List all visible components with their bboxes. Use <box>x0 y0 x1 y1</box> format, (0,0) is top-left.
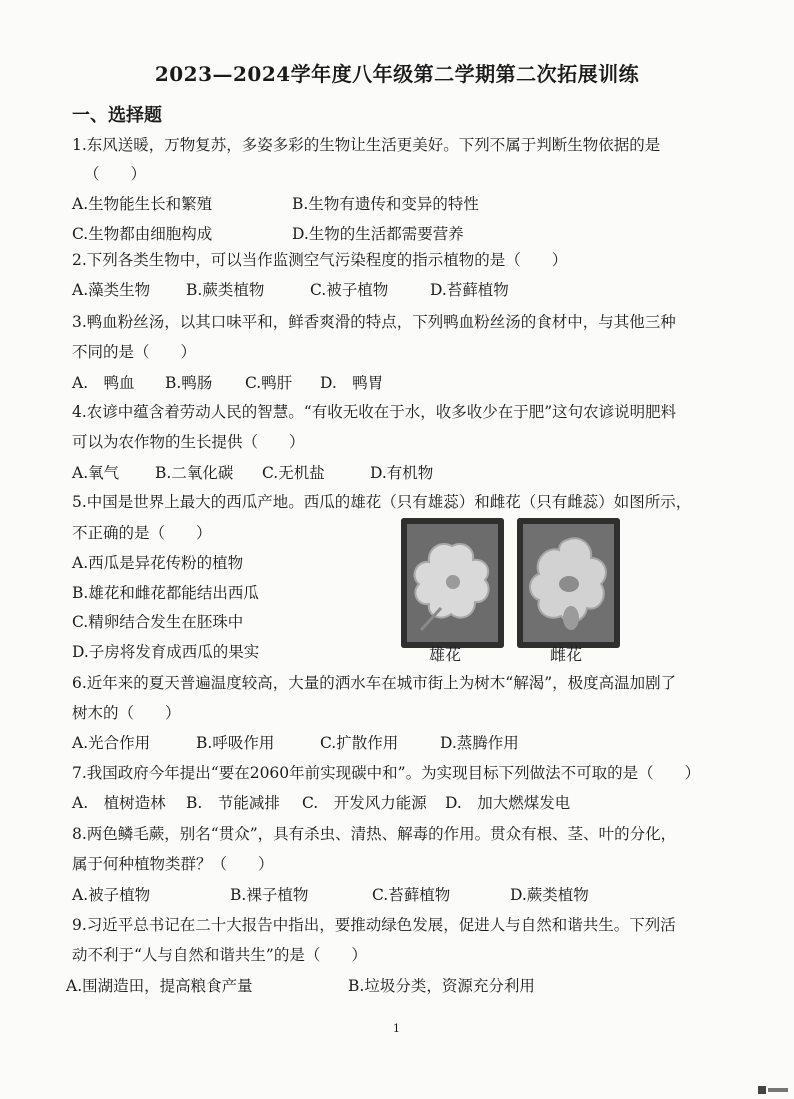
female-flower-image <box>517 518 620 648</box>
section-heading: 一、选择题 <box>72 105 162 126</box>
question-9-option-a: A.围湖造田，提高粮食产量 <box>66 977 253 995</box>
question-7-option-d: D. 加大燃煤发电 <box>445 794 571 812</box>
question-4-option-d: D.有机物 <box>370 464 434 482</box>
page-title: 2023—2024学年度八年级第二学期第二次拓展训练 <box>154 62 640 86</box>
question-2-option-b: B.蕨类植物 <box>186 281 265 299</box>
question-8-stem: 8.两色鳞毛蕨，别名“贯众”，具有杀虫、清热、解毒的作用。贯众有根、茎、叶的分化， <box>72 825 677 843</box>
question-7-option-c: C. 开发风力能源 <box>302 794 427 812</box>
question-3-stem-continued: 不同的是（ ） <box>72 343 197 361</box>
male-flower-photo <box>401 518 504 648</box>
question-1-option-b: B.生物有遗传和变异的特性 <box>292 195 479 213</box>
question-1-option-c: C.生物都由细胞构成 <box>72 225 213 243</box>
question-7-option-b: B. 节能减排 <box>186 794 280 812</box>
question-6-stem-continued: 树木的（ ） <box>72 704 181 722</box>
question-6-option-d: D.蒸腾作用 <box>440 734 519 752</box>
question-7-option-a: A. 植树造林 <box>72 794 166 812</box>
question-6-option-b: B.呼吸作用 <box>196 734 275 752</box>
question-2-option-a: A.藻类生物 <box>72 281 151 299</box>
question-4-stem: 4.农谚中蕴含着劳动人民的智慧。“有收无收在于水，收多收少在于肥”这句农谚说明肥料 <box>72 403 677 421</box>
question-2-option-c: C.被子植物 <box>310 281 389 299</box>
question-8-option-c: C.苔藓植物 <box>372 886 451 904</box>
question-8-option-d: D.蕨类植物 <box>510 886 589 904</box>
question-3-stem: 3.鸭血粉丝汤，以其口味平和，鲜香爽滑的特点，下列鸭血粉丝汤的食材中，与其他三种 <box>72 313 676 331</box>
question-6-option-c: C.扩散作用 <box>320 734 399 752</box>
question-5-option-a: A.西瓜是异花传粉的植物 <box>72 554 244 572</box>
question-3-option-d: D. 鸭胃 <box>320 374 384 392</box>
question-4-option-a: A.氧气 <box>72 464 120 482</box>
question-5-option-c: C.精卵结合发生在胚珠中 <box>72 613 244 631</box>
question-2-option-d: D.苔藓植物 <box>430 281 509 299</box>
question-8-stem-continued: 属于何种植物类群？（ ） <box>72 855 274 873</box>
female-flower-photo <box>517 518 620 648</box>
question-3-option-b: B.鸭肠 <box>165 374 213 392</box>
question-1-option-a: A.生物能生长和繁殖 <box>72 195 213 213</box>
question-9-option-b: B.垃圾分类，资源充分利用 <box>348 977 535 995</box>
question-6-stem: 6.近年来的夏天普遍温度较高，大量的洒水车在城市街上为树木“解渴”，极度高温加剧了 <box>72 674 677 692</box>
question-6-option-a: A.光合作用 <box>72 734 151 752</box>
question-1-bracket: （ ） <box>84 165 147 183</box>
page-number: 1 <box>393 1022 400 1035</box>
question-3-option-c: C.鸭肝 <box>245 374 293 392</box>
question-2-stem: 2.下列各类生物中，可以当作监测空气污染程度的指示植物的是（ ） <box>72 251 568 269</box>
male-flower-image <box>401 518 504 648</box>
question-8-option-b: B.裸子植物 <box>230 886 309 904</box>
question-5-option-b: B.雄花和雌花都能结出西瓜 <box>72 584 259 602</box>
question-5-stem-continued: 不正确的是（ ） <box>72 524 212 542</box>
female-flower-caption: 雌花 <box>550 645 583 664</box>
question-5-stem: 5.中国是世界上最大的西瓜产地。西瓜的雄花（只有雄蕊）和雌花（只有雌蕊）如图所示， <box>72 493 692 511</box>
question-3-option-a: A. 鸭血 <box>72 374 135 392</box>
male-flower-caption: 雄花 <box>429 645 462 664</box>
question-4-option-c: C.无机盐 <box>262 464 325 482</box>
question-5-option-d: D.子房将发育成西瓜的果实 <box>72 643 260 661</box>
question-9-stem: 9.习近平总书记在二十大报告中指出，要推动绿色发展，促进人与自然和谐共生。下列活 <box>72 916 676 934</box>
question-1-option-d: D.生物的生活都需要营养 <box>292 225 464 243</box>
question-4-option-b: B.二氧化碳 <box>155 464 234 482</box>
question-8-option-a: A.被子植物 <box>72 886 151 904</box>
question-9-stem-continued: 动不利于“人与自然和谐共生”的是（ ） <box>72 946 367 964</box>
question-4-stem-continued: 可以为农作物的生长提供（ ） <box>72 433 305 451</box>
question-7-stem: 7.我国政府今年提出“要在2060年前实现碳中和”。为实现目标下列做法不可取的是（ ） <box>72 764 701 782</box>
scanner-stamp-icon <box>758 1085 788 1095</box>
question-1-stem: 1.东风送暖，万物复苏，多姿多彩的生物让生活更美好。下列不属于判断生物依据的是 <box>72 136 661 154</box>
